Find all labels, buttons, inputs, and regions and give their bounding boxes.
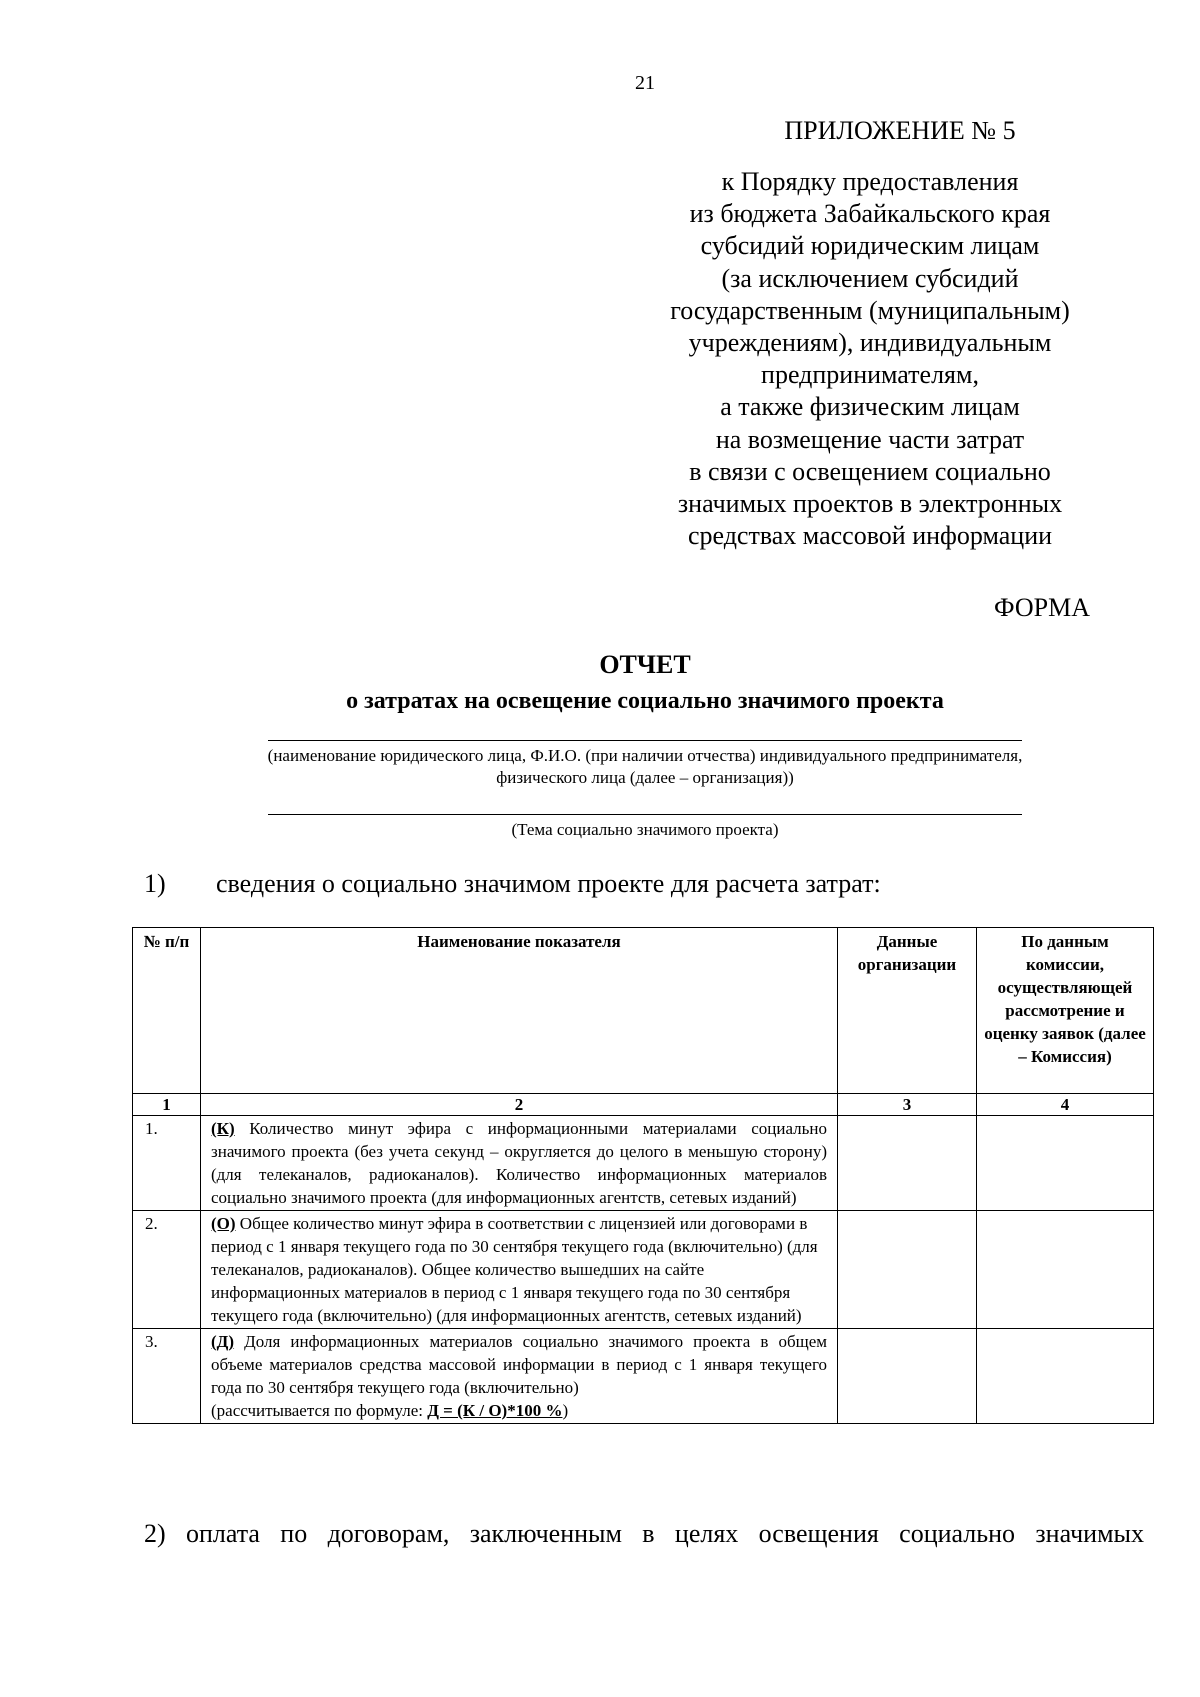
formula-suffix: ) — [562, 1401, 569, 1420]
appendix-line: а также физическим лицам — [720, 392, 1020, 422]
form-label: ФОРМА — [994, 593, 1090, 622]
org-data-cell[interactable] — [838, 1329, 977, 1424]
commission-data-cell[interactable] — [977, 1211, 1154, 1329]
indicator-code: (Д) — [211, 1332, 235, 1351]
appendix-line: предпринимателям, — [761, 360, 979, 390]
indicator-code: (О) — [211, 1214, 236, 1233]
appendix-line: на возмещение части затрат — [715, 424, 1025, 454]
organization-caption — [0, 745, 1200, 789]
indicator-text: Общее количество минут эфира в соответствии с лицензией или договорами в период с 1 января текущего года по 30 сентября текущего года (включительно) (для телеканалов, радиоканалов). Общее количество вышедших на сайте информационных материалов в период с 1 января текущего года по 30 сентября текущего года (включительно) (для информационных агентств, сетевых изданий) — [211, 1214, 818, 1325]
commission-data-cell[interactable] — [977, 1116, 1154, 1211]
table-column-numbers-row — [133, 1094, 1154, 1116]
header-name: Наименование показателя — [201, 928, 838, 1094]
project-topic-line — [268, 814, 1022, 815]
section-1-text: сведения о социально значимом проекте для расчета затрат: — [216, 869, 881, 898]
appendix-line: субсидий юридическим лицам — [700, 231, 1040, 261]
section-1-number: 1) — [144, 869, 166, 898]
section-2-heading: 2) оплата по договорам, заключенным в целях освещения социально значимых — [144, 1519, 1144, 1548]
appendix-line: (за исключением субсидий — [721, 263, 1019, 293]
indicators-table — [132, 927, 1154, 1424]
indicator-formula-line — [211, 1399, 827, 1422]
table-header-row — [133, 928, 1154, 1094]
table-row — [133, 1211, 1154, 1329]
commission-data-cell[interactable] — [977, 1329, 1154, 1424]
indicator-name — [201, 1329, 838, 1424]
organization-caption-line: (наименование юридического лица, Ф.И.О. (при наличии отчества) индивидуального предпринимателя, — [267, 746, 1023, 765]
row-number: 1. — [133, 1116, 201, 1211]
appendix-text — [600, 166, 1140, 552]
row-number: 2. — [133, 1211, 201, 1329]
organization-caption-line: физического лица (далее – организация)) — [496, 768, 794, 787]
formula-prefix: (рассчитывается по формуле: — [211, 1401, 428, 1420]
appendix-title: ПРИЛОЖЕНИЕ № 5 — [784, 116, 1016, 145]
header-org-data: Данные организации — [838, 928, 977, 1094]
appendix-line: государственным (муниципальным) — [670, 295, 1070, 325]
column-number: 1 — [133, 1094, 201, 1116]
org-data-cell[interactable] — [838, 1211, 977, 1329]
indicator-code: (К) — [211, 1119, 235, 1138]
page-number: 21 — [635, 72, 655, 94]
formula: Д = (К / О)*100 % — [427, 1401, 563, 1420]
appendix-line: значимых проектов в электронных — [677, 489, 1063, 519]
appendix-line: средствах массовой информации — [687, 521, 1053, 551]
indicator-name — [201, 1211, 838, 1329]
row-number: 3. — [133, 1329, 201, 1424]
table-row — [133, 1329, 1154, 1424]
header-commission: По данным комиссии, осуществляющей рассмотрение и оценку заявок (далее – Комиссия) — [977, 928, 1154, 1094]
indicator-text: Доля информационных материалов социально значимого проекта в общем объеме материалов средства массовой информации в период с 1 января текущего года по 30 сентября текущего года (включительно) — [211, 1332, 828, 1397]
appendix-line: в связи с освещением социально — [689, 456, 1051, 486]
report-subtitle: о затратах на освещение социально значимого проекта — [346, 688, 944, 714]
table-row — [133, 1116, 1154, 1211]
column-number: 2 — [201, 1094, 838, 1116]
indicator-text: Количество минут эфира с информационными материалами социально значимого проекта (без учета секунд – округляется до целого в меньшую сторону) (для телеканалов, радиоканалов). Количество информационных материалов социально значимого проекта (для информационных агентств, сетевых изданий) — [211, 1119, 828, 1207]
org-data-cell[interactable] — [838, 1116, 977, 1211]
appendix-line: учреждениям), индивидуальным — [688, 328, 1052, 358]
column-number: 4 — [977, 1094, 1154, 1116]
indicator-name — [201, 1116, 838, 1211]
report-title: ОТЧЕТ — [599, 650, 691, 679]
appendix-line: к Порядку предоставления — [721, 167, 1019, 196]
section-1-heading — [144, 869, 881, 899]
column-number: 3 — [838, 1094, 977, 1116]
appendix-line: из бюджета Забайкальского края — [689, 199, 1051, 229]
header-num: № п/п — [133, 928, 201, 1094]
organization-name-line — [268, 740, 1022, 741]
project-topic-caption: (Тема социально значимого проекта) — [511, 820, 779, 839]
